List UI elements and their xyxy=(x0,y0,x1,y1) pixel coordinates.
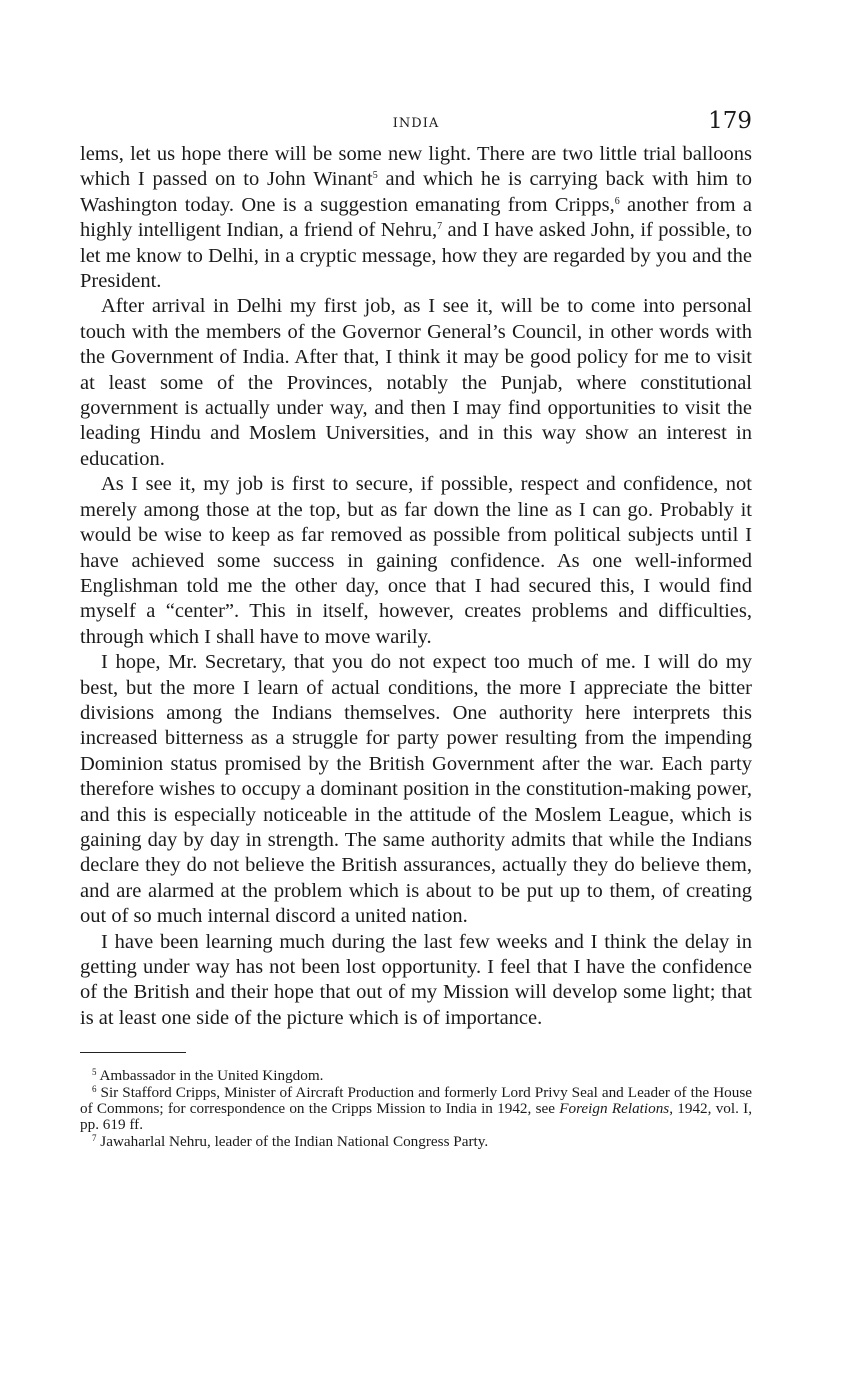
body-text xyxy=(80,142,752,1031)
footnote-6 xyxy=(80,1085,752,1134)
document-page xyxy=(80,108,752,1150)
paragraph-1-text-d: and I have asked John, if possible, to let me know to Delhi, in a cryptic message, how they are regarded by you and the President. xyxy=(80,219,752,293)
footnote-6-text-a: Sir Stafford Cripps, Minister of Aircraft Production and formerly Lord Privy Seal and Leader of the House of Commons; for correspondence on the Cripps Mission to India in 1942, see xyxy=(80,1083,752,1118)
footnote-7-mark: 7 xyxy=(92,1132,97,1143)
page-number: 179 xyxy=(708,108,752,134)
footnote-5-mark: 5 xyxy=(92,1067,97,1078)
footnote-5-text: Ambassador in the United Kingdom. xyxy=(99,1067,324,1085)
paragraph-4: I hope, Mr. Secretary, that you do not expect too much of me. I will do my best, but the more I learn of actual conditions, the more I appreciate the bitter divisions among the Indians themselves. One authority here interprets this increased bitterness as a struggle for party power resulting from the impending Dominion status promised by the British Government after the war. Each party therefore wishes to occupy a dominant position in the constitution-making power, and this is especially noticeable in the attitude of the Moslem League, which is gaining day by day in strength. The same authority admits that while the Indians declare they do not believe the British assurances, actually they do believe them, and are alarmed at the problem which is about to be put up to them, of creating out of so much internal discord a united nation. xyxy=(80,651,752,928)
paragraph-1-text-b: and which he is carrying back with him to Washington today. One is a suggestion emanating from Cripps, xyxy=(80,168,753,216)
paragraph-2: After arrival in Delhi my first job, as I see it, will be to come into personal touch with the members of the Governor General’s Council, in other words with the Government of India. After that, I think it may be good policy for me to visit at least some of the Provinces, notably the Punjab, where constitutional government is actually under way, and then I may find opportunities to visit the leading Hindu and Moslem Universities, and in this way show an interest in education. xyxy=(80,295,752,470)
footnote-ref-6: 6 xyxy=(614,195,620,207)
running-head: INDIA xyxy=(392,116,440,131)
footnote-7-text: Jawaharlal Nehru, leader of the Indian National Congress Party. xyxy=(100,1132,489,1150)
page-header xyxy=(80,108,752,142)
footnote-7 xyxy=(80,1134,752,1150)
paragraph-5: I have been learning much during the last few weeks and I think the delay in getting under way has not been lost opportunity. I feel that I have the confidence of the British and their hope that out of my Mission will develop some light; that is at least one side of the picture which is of importance. xyxy=(80,930,752,1029)
footnote-5 xyxy=(80,1068,752,1084)
footnote-ref-7: 7 xyxy=(437,221,443,233)
footnote-divider xyxy=(80,1052,186,1053)
footnotes xyxy=(80,1068,752,1150)
paragraph-1-text-c: another from a highly intelligent Indian, a friend of Nehru, xyxy=(80,193,752,242)
footnote-ref-5: 5 xyxy=(372,170,378,182)
footnote-6-text-b: , 1942, vol. I, pp. 619 ff. xyxy=(80,1100,753,1134)
paragraph-3: As I see it, my job is first to secure, if possible, respect and confidence, not merely among those at the top, but as far down the line as I can go. Probably it would be wise to keep as far removed as possible from political subjects until I have achieved some success in gaining confidence. As one well-informed Englishman told me the other day, once that I had secured this, I would find myself a “center”. This in itself, however, creates problems and difficulties, through which I shall have to move warily. xyxy=(80,473,752,648)
footnote-6-mark: 6 xyxy=(92,1083,97,1094)
footnote-6-title: Foreign Relations xyxy=(559,1100,670,1118)
paragraph-1 xyxy=(80,142,752,294)
paragraph-1-text-a: lems, let us hope there will be some new light. There are two little trial balloons which I passed on to John Winant xyxy=(80,143,752,191)
